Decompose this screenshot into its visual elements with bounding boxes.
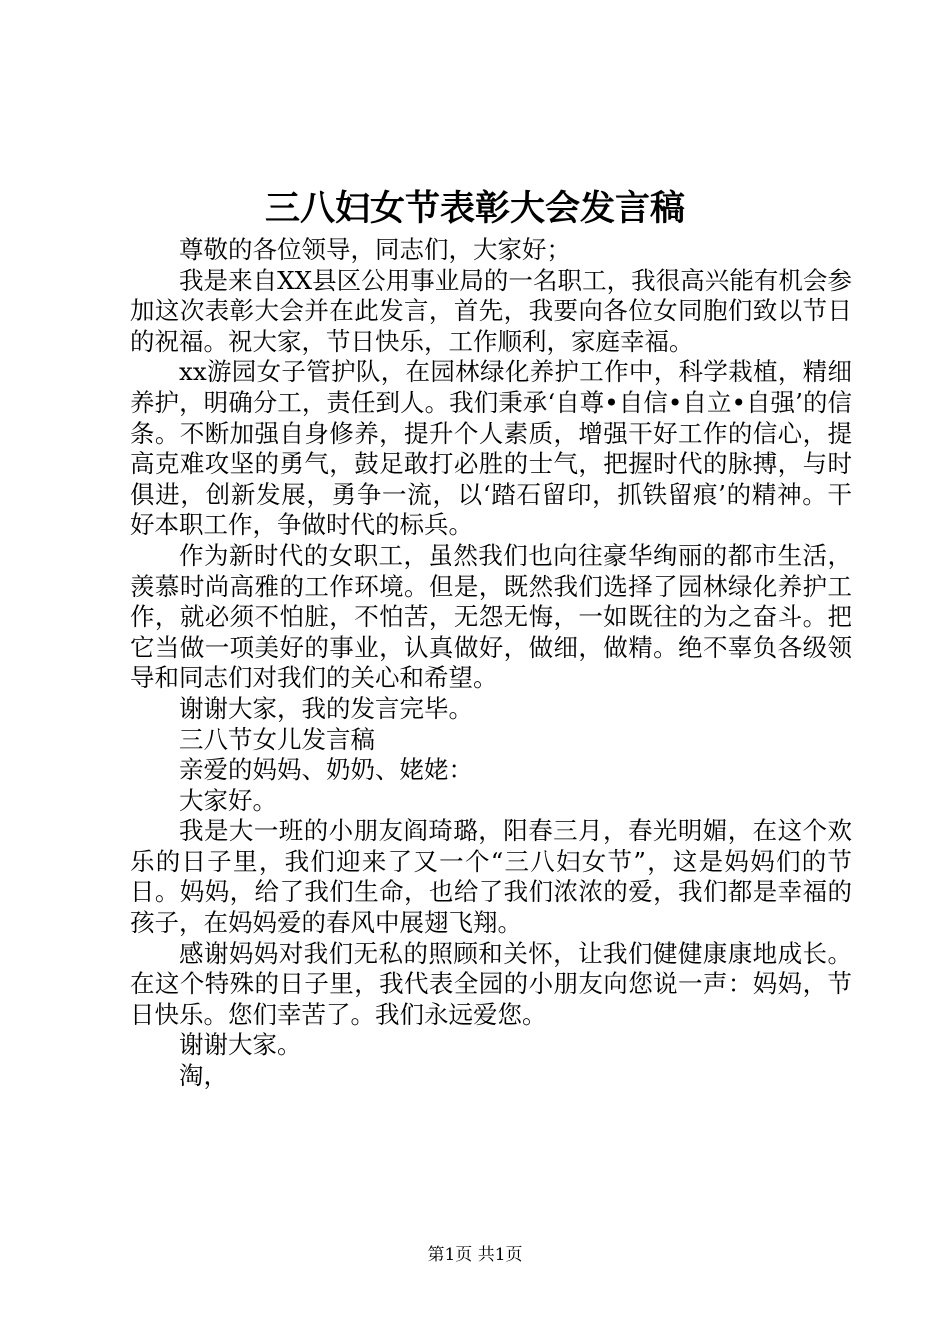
paragraph-subtitle: 三八节女儿发言稿 [179, 724, 375, 754]
paragraph-team: xx游园女子管护队，在园林绿化养护工作中，科学栽植，精细养护，明确分工，责任到人。我们秉承‘自尊•自信•自立•自强’的信条。不断加强自身修养，提升个人素质，增强干好工作的信心，提高克难攻坚的勇气，鼓足敢打必胜的士气，把握时代的脉搏，与时俱进，创新发展，勇争一流，以‘踏石留印，抓铁留痕’的精神。干好本职工作，争做时代的标兵。 [130, 357, 852, 540]
paragraph-intro: 我是来自XX县区公用事业局的一名职工，我很高兴能有机会参加这次表彰大会并在此发言，首先，我要向各位女同胞们致以节日的祝福。祝大家，节日快乐，工作顺利，家庭幸福。 [130, 265, 852, 356]
document-body [130, 235, 852, 1092]
document-title: 三八妇女节表彰大会发言稿 [264, 188, 685, 229]
paragraph-gratitude: 感谢妈妈对我们无私的照顾和关怀，让我们健健康康地成长。在这个特殊的日子里，我代表全园的小朋友向您说一声：妈妈，节日快乐。您们幸苦了。我们永远爱您。 [130, 938, 852, 1029]
paragraph-end: 淘， [179, 1061, 228, 1091]
paragraph-thanks-2: 谢谢大家。 [179, 1030, 302, 1060]
paragraph-new-era: 作为新时代的女职工，虽然我们也向往豪华绚丽的都市生活，羡慕时尚高雅的工作环境。但是，既然我们选择了园林绿化养护工作，就必须不怕脏，不怕苦，无怨无悔，一如既往的为之奋斗。把它当做一项美好的事业，认真做好，做细，做精。绝不辜负各级领导和同志们对我们的关心和希望。 [130, 540, 852, 693]
paragraph-hello: 大家好。 [179, 785, 277, 815]
page-footer: 第1页 共1页 [427, 1245, 523, 1265]
paragraph-child-intro: 我是大一班的小朋友阎琦璐，阳春三月，春光明媚，在这个欢乐的日子里，我们迎来了又一个“三八妇女节”，这是妈妈们的节日。妈妈，给了我们生命，也给了我们浓浓的爱，我们都是幸福的孩子，在妈妈爱的春风中展翅飞翔。 [130, 816, 852, 938]
paragraph-greeting: 尊敬的各位领导，同志们，大家好； [179, 235, 571, 264]
paragraph-salutation: 亲爱的妈妈、奶奶、姥姥： [179, 755, 473, 785]
paragraph-thanks-1: 谢谢大家，我的发言完毕。 [179, 693, 473, 723]
